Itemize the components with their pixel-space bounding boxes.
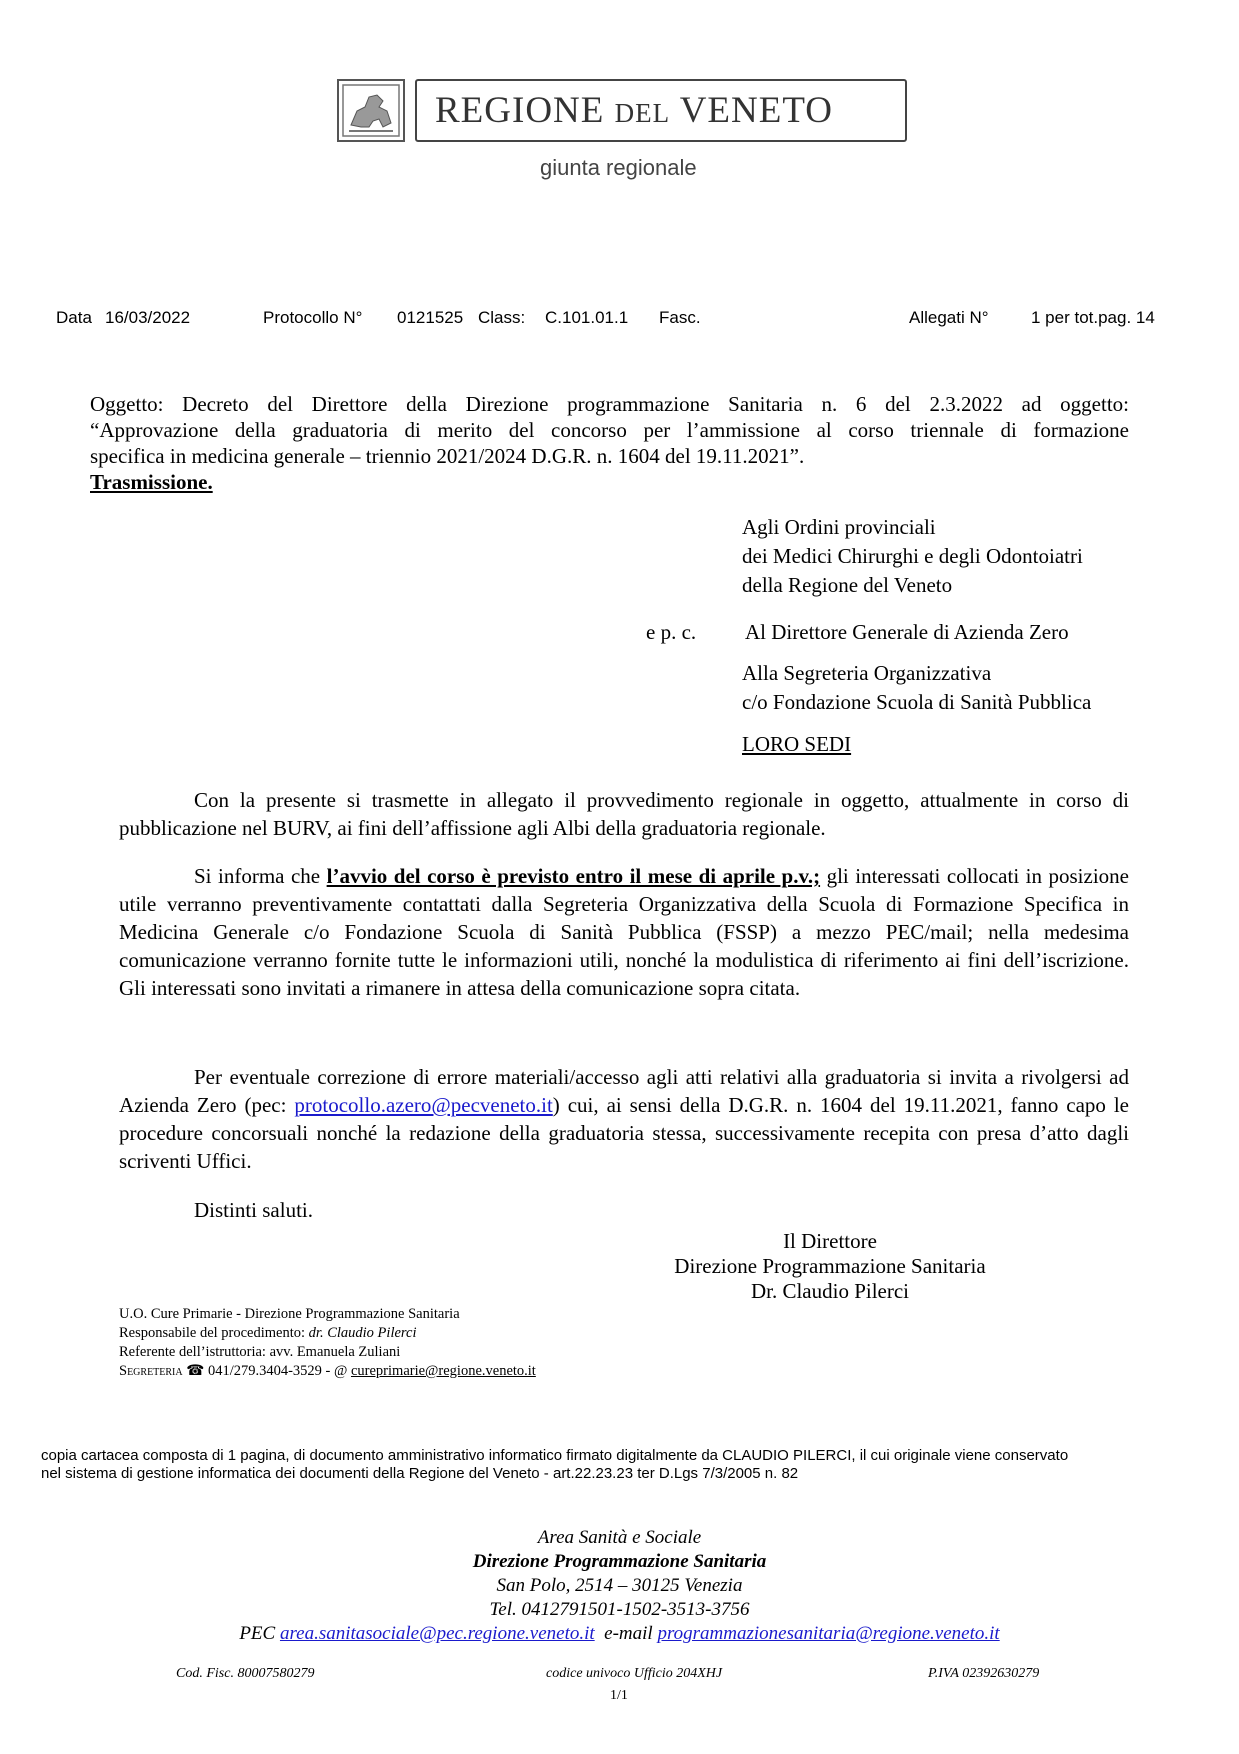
logo-wordmark: REGIONE DEL VENETO	[435, 90, 833, 131]
p2-text: gli interessati collocati in posizione utile verranno preventivamente contattati dalla Segreteria Organizzativa della Scuola di Formazione Specifica in Medicina Generale c/o Fondazione Scuola di Sanità Pubblica (FSSP) a mezzo PEC/mail; nella medesima comunicazione verranno fornite tutte le informazioni utili, nonché la modulistica di riferimento ai fini dell’iscrizione. Gli interessati sono invitati a rimanere in attesa della comunicazione sopra citata.	[119, 864, 1129, 1000]
office-line	[119, 1325, 536, 1344]
segreteria-label: Segreteria	[119, 1363, 183, 1379]
office-email-link[interactable]: cureprimarie@regione.veneto.it	[350, 1363, 536, 1379]
office-line	[119, 1363, 536, 1382]
protocollo-value: 0121525	[397, 308, 464, 327]
pec-label: PEC	[239, 1623, 280, 1644]
allegati-label: Allegati N°	[909, 308, 989, 327]
footer-address	[0, 1527, 1239, 1647]
signature-role: Il Direttore	[783, 1229, 877, 1253]
data-label: Data	[56, 308, 92, 327]
allegati-value: 1 per tot.pag. 14	[1031, 308, 1155, 327]
signature-office: Direzione Programmazione Sanitaria	[674, 1254, 986, 1278]
p2-text: Si informa che	[194, 864, 327, 888]
footer-contacts	[0, 1623, 1239, 1647]
resp-label: Responsabile del procedimento:	[119, 1325, 309, 1341]
office-line: Referente dell’istruttoria: avv. Emanuela Zuliani	[119, 1344, 401, 1360]
email-label: e-mail	[594, 1623, 658, 1644]
resp-name: dr. Claudio Pilerci	[308, 1325, 417, 1341]
recipient-line: dei Medici Chirurghi e degli Odontoiatri	[742, 544, 1083, 568]
oggetto-line: Oggetto: Decreto del Direttore della Direzione programmazione Sanitaria n. 6 del 2.3.2022 ad oggetto:	[90, 392, 1129, 416]
p3-text: ) cui, ai sensi della D.G.R. n. 1604 del 19.11.2021, fanno capo le procedure concorsuali nonché la redazione della graduatoria stessa, successivamente recepita con presa d’atto dagli scriventi Uffici.	[119, 1093, 1129, 1173]
pec-link[interactable]: area.sanitasociale@pec.regione.veneto.it	[279, 1623, 595, 1644]
paragraph-3	[119, 1063, 1129, 1175]
trasmissione-label: Trasmissione.	[90, 470, 213, 494]
saluti: Distinti saluti.	[194, 1198, 314, 1222]
loro-sedi: LORO SEDI	[742, 732, 852, 756]
office-line: U.O. Cure Primarie - Direzione Programmazione Sanitaria	[119, 1306, 460, 1322]
recipient-line: c/o Fondazione Scuola di Sanità Pubblica	[742, 690, 1092, 714]
paragraph-2	[119, 862, 1129, 1002]
recipients-ordini	[742, 515, 1083, 602]
piva: P.IVA 02392630279	[928, 1666, 1040, 1681]
epc-label: e p. c.	[646, 620, 697, 644]
class-value: C.101.01.1	[545, 308, 629, 327]
email-link[interactable]: programmazionesanitaria@regione.veneto.it	[657, 1623, 1000, 1644]
office-info	[119, 1306, 536, 1382]
logo-wordmark-frame	[415, 79, 907, 142]
fasc-label: Fasc.	[659, 308, 701, 327]
recipient-line: Alla Segreteria Organizzativa	[742, 661, 992, 685]
cod-fisc: Cod. Fisc. 80007580279	[176, 1666, 315, 1681]
region-logo	[337, 79, 907, 142]
oggetto-line: “Approvazione della graduatoria di merito del concorso per l’ammissione al corso triennale di formazione	[90, 418, 1129, 442]
signature-name: Dr. Claudio Pilerci	[750, 1279, 910, 1303]
copy-note-line: copia cartacea composta di 1 pagina, di documento amministrativo informatico firmato digitalmente da CLAUDIO PILERCI, il cui originale viene conservato	[41, 1447, 1069, 1464]
footer-tel: Tel. 0412791501-1502-3513-3756	[489, 1599, 750, 1620]
class-label: Class:	[478, 308, 526, 327]
copy-note	[41, 1447, 1068, 1483]
data-value: 16/03/2022	[105, 308, 191, 327]
page-number: 1/1	[610, 1688, 628, 1703]
oggetto-block	[90, 392, 1129, 496]
p2-emphasis: l’avvio del corso è previsto entro il mese di aprile p.v.;	[326, 864, 821, 888]
recipient-line: della Regione del Veneto	[742, 573, 953, 597]
oggetto-line: specifica in medicina generale – triennio 2021/2024 D.G.R. n. 1604 del 19.11.2021”.	[90, 444, 805, 468]
signature-block	[640, 1229, 1020, 1304]
footer-address-line: San Polo, 2514 – 30125 Venezia	[496, 1575, 743, 1596]
azienda-zero-pec-link[interactable]: protocollo.azero@pecveneto.it	[294, 1093, 553, 1117]
codice-ufficio: codice univoco Ufficio 204XHJ	[546, 1666, 723, 1681]
copy-note-line: nel sistema di gestione informatica dei documenti della Regione del Veneto - art.22.23.23 ter D.Lgs 7/3/2005 n. 82	[41, 1465, 799, 1482]
crest-emblem	[337, 79, 405, 142]
logo-subtitle: giunta regionale	[540, 155, 697, 180]
recipient-direttore: Al Direttore Generale di Azienda Zero	[745, 620, 1069, 644]
phone-icon: ☎	[186, 1363, 205, 1379]
recipients-segreteria	[742, 661, 1091, 719]
protocollo-label: Protocollo N°	[263, 308, 363, 327]
paragraph-1: Con la presente si trasmette in allegato il provvedimento regionale in oggetto, attualmente in corso di pubblicazione nel BURV, ai fini dell’affissione agli Albi della graduatoria regionale.	[119, 788, 1129, 840]
lion-icon	[339, 81, 403, 140]
recipient-line: Agli Ordini provinciali	[742, 515, 936, 539]
footer-direzione: Direzione Programmazione Sanitaria	[472, 1551, 767, 1572]
p3-text: Per eventuale correzione di errore materiali/accesso agli atti relativi alla graduatoria si invita a rivolgersi ad Azienda Zero (pec:	[119, 1065, 1129, 1117]
phone-number: 041/279.3404-3529 - @	[204, 1363, 351, 1379]
footer-area: Area Sanità e Sociale	[537, 1527, 702, 1548]
